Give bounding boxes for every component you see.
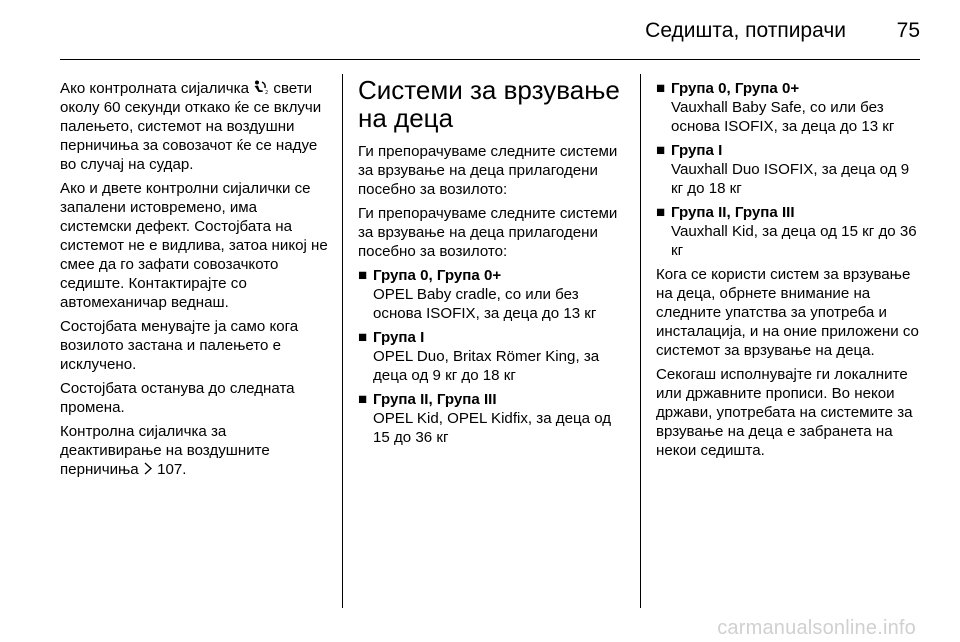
list-item [656,141,924,198]
paragraph-regulations: Секогаш исполнувајте ги локалните или државните прописи. Во некои држави, употребата на системите за врзување на деца е забранета на некои седишта. [656,366,913,459]
paragraph-state-persists: Состојбата останува до следната промена. [60,380,295,416]
column-3 [656,79,924,465]
page-reference-link[interactable]: 107. [157,461,187,478]
group-heading: Група I [373,329,425,346]
column-1 [60,79,328,484]
bullet-mark: ■ [656,142,666,159]
group-description: Vauxhall Kid, за деца од 15 кг до 36 кг [671,223,917,259]
list-item [358,328,626,385]
list-item [656,79,924,136]
bullet-mark: ■ [358,267,368,284]
list-item [656,203,924,260]
paragraph-system-fault: Ако и двете контролни сијалички се запалени истовремено, има системски дефект. Состојбата на системот не е видлива, затоа никој не смее да го зафати совозачкото седиште. Контактирајте со автомеханичар веднаш. [60,180,328,311]
page-reference-arrow-icon [143,462,153,475]
group-heading: Група 0, Група 0+ [671,80,800,97]
intro-paragraph: Ги препорачуваме следните системи за врзување на деца прилагодени посебно за возилото: [358,205,618,260]
group-heading: Група I [671,142,723,159]
bullet-mark: ■ [656,204,666,221]
group-description: Vauxhall Duo ISOFIX, за деца од 9 кг до 18 кг [671,161,910,197]
passenger-airbag-off-icon [253,80,269,95]
column-divider-right [640,74,641,608]
paragraph-deactivation-lamp: Контролна сијаличка за деактивирање на воздушните перничиња 107. [60,423,270,478]
group-heading: Група II, Група III [373,391,497,408]
bullet-mark: ■ [656,80,666,97]
column-2 [358,75,626,452]
group-description: OPEL Baby cradle, со или без основа ISOFIX, за деца до 13 кг [373,286,597,322]
page-header [0,0,960,60]
group-description: Vauxhall Baby Safe, со или без основа ISOFIX, за деца до 13 кг [671,99,895,135]
column-divider-left [342,74,343,608]
group-description: OPEL Duo, Britax Römer King, за деца од 9 кг до 18 кг [373,348,600,384]
svg-text:2: 2 [265,90,269,95]
bullet-mark: ■ [358,329,368,346]
group-description: OPEL Kid, OPEL Kidfix, за деца од 15 до 36 кг [373,410,612,446]
watermark: carmanualsonline.info [717,617,916,639]
header-title: Седишта, потпирачи [645,19,846,42]
page-number: 75 [896,19,920,42]
group-heading: Група II, Група III [671,204,795,221]
paragraph-change-state: Состојбата менувајте ја само кога возилото застана и палењето е исклучено. [60,318,299,373]
group-heading: Група 0, Група 0+ [373,267,502,284]
paragraph-instructions: Кога се користи систем за врзување на деца, обрнете внимание на следните упатства за употреба и инсталација, и на оние приложени со системот за врзување на деца. [656,266,919,359]
list-item [358,266,626,323]
paragraph-airbag-lamp: Ако контролната сијаличка 2 свети околу 60 секунди откако ќе се вклучи палењето, системот на воздушни перничиња за совозачот ќе се надуе во случај на судар. [60,80,322,173]
list-item [358,390,626,447]
bullet-mark: ■ [358,391,368,408]
header-rule [60,59,920,60]
intro-paragraph: Ги препорачуваме следните системи за врзување на деца прилагодени посебно за возилото: [358,143,618,198]
section-title: Системи за врзување на деца [358,75,620,133]
